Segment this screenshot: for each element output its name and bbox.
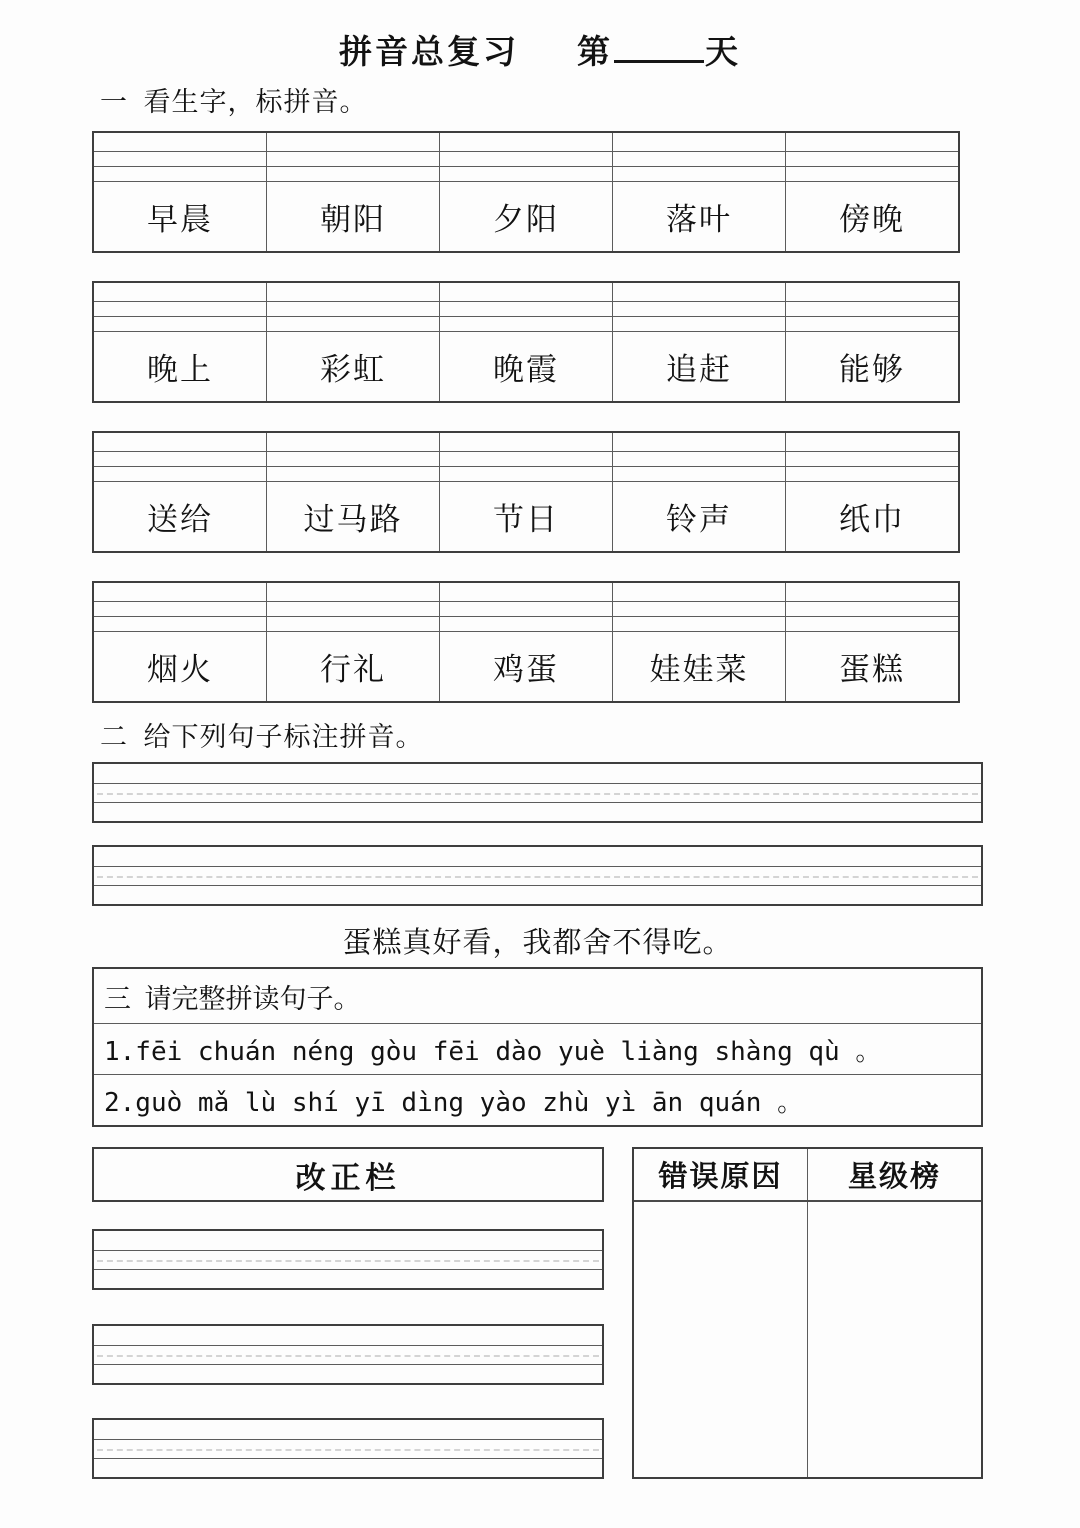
ruled-line-space	[94, 1345, 602, 1364]
pinyin-write-cell[interactable]	[94, 602, 266, 616]
pinyin-answer-row	[94, 283, 958, 301]
pinyin-write-cell[interactable]	[94, 302, 266, 316]
section-three-heading: 三 请完整拼读句子。	[104, 983, 361, 1014]
pinyin-write-cell[interactable]	[612, 317, 785, 331]
pinyin-write-cell[interactable]	[439, 152, 612, 166]
ruled-line-space	[94, 802, 981, 821]
pinyin-write-cell[interactable]	[94, 167, 266, 181]
pinyin-write-cell[interactable]	[266, 133, 439, 151]
pinyin-write-cell[interactable]	[612, 602, 785, 616]
word-cell: 节日	[439, 482, 612, 551]
pinyin-write-cell[interactable]	[612, 302, 785, 316]
pinyin-write-cell[interactable]	[785, 452, 958, 466]
footer-area	[92, 1147, 1080, 1479]
pinyin-answer-row	[94, 316, 958, 331]
ruled-line-space	[94, 885, 981, 904]
pinyin-write-cell[interactable]	[266, 167, 439, 181]
pinyin-write-cell[interactable]	[266, 317, 439, 331]
word-cell: 夕阳	[439, 182, 612, 251]
pinyin-write-cell[interactable]	[785, 167, 958, 181]
day-blank-underline[interactable]	[614, 33, 704, 63]
ruled-line-space	[94, 1439, 602, 1458]
sentence-to-annotate: 蛋糕真好看，我都舍不得吃。	[342, 927, 733, 959]
pinyin-write-cell[interactable]	[439, 583, 612, 601]
pinyin-write-cell[interactable]	[266, 467, 439, 481]
pinyin-write-cell[interactable]	[612, 467, 785, 481]
word-cell: 蛋糕	[785, 632, 958, 701]
pinyin-write-cell[interactable]	[439, 602, 612, 616]
star-rating-cell[interactable]	[807, 1202, 981, 1477]
pinyin-write-cell[interactable]	[785, 302, 958, 316]
pinyin-write-cell[interactable]	[266, 602, 439, 616]
pinyin-write-cell[interactable]	[94, 583, 266, 601]
word-cell: 烟火	[147, 652, 213, 687]
ruled-line-space	[94, 1364, 602, 1383]
pinyin-write-cell[interactable]	[785, 602, 958, 616]
day-prefix: 第	[577, 35, 613, 71]
section-two-heading: 二 给下列句子标注拼音。	[100, 722, 424, 752]
word-cell: 送给	[147, 502, 213, 537]
word-table-1	[92, 131, 960, 253]
title-text: 拼音总复习	[339, 35, 519, 71]
pinyin-answer-row	[94, 451, 958, 466]
pinyin-write-cell[interactable]	[439, 302, 612, 316]
word-table-4	[92, 581, 960, 703]
pinyin-answer-row	[94, 166, 958, 181]
pinyin-answer-row	[94, 151, 958, 166]
word-cell: 晚上	[147, 352, 213, 387]
pinyin-write-cell[interactable]	[266, 283, 439, 301]
correction-column	[92, 1147, 604, 1479]
word-cell: 彩虹	[266, 332, 439, 401]
pinyin-answer-row	[94, 583, 958, 601]
ruled-line-space	[94, 1231, 602, 1250]
ruled-line-space	[94, 764, 981, 783]
pinyin-write-cell[interactable]	[612, 152, 785, 166]
ruled-line-space	[94, 783, 981, 802]
pinyin-answer-row	[94, 301, 958, 316]
pinyin-write-cell[interactable]	[94, 317, 266, 331]
word-cell: 傍晚	[785, 182, 958, 251]
day-suffix: 天	[705, 35, 741, 71]
word-row	[94, 481, 958, 551]
pinyin-write-cell[interactable]	[785, 283, 958, 301]
pinyin-answer-row	[94, 466, 958, 481]
pinyin-write-cell[interactable]	[266, 617, 439, 631]
ruled-line-space	[94, 1250, 602, 1269]
pinyin-write-cell[interactable]	[785, 133, 958, 151]
star-board-header: 星级榜	[807, 1149, 981, 1200]
pinyin-write-cell[interactable]	[266, 302, 439, 316]
pinyin-write-cell[interactable]	[94, 617, 266, 631]
pinyin-write-cell[interactable]	[612, 167, 785, 181]
correction-ruled-block-1[interactable]	[92, 1229, 604, 1290]
pinyin-answer-row	[94, 433, 958, 451]
section-one-heading: 一 看生字，标拼音。	[100, 87, 368, 117]
pinyin-write-cell[interactable]	[612, 283, 785, 301]
error-reason-header: 错误原因	[658, 1161, 783, 1193]
pinyin-write-cell[interactable]	[94, 433, 266, 451]
word-cell: 铃声	[612, 482, 785, 551]
pinyin-write-cell[interactable]	[785, 467, 958, 481]
pinyin-write-cell[interactable]	[439, 452, 612, 466]
pinyin-write-cell[interactable]	[439, 133, 612, 151]
word-cell: 鸡蛋	[439, 632, 612, 701]
ruled-line-space	[94, 847, 981, 866]
pinyin-write-cell[interactable]	[439, 283, 612, 301]
correction-ruled-block-3[interactable]	[92, 1418, 604, 1479]
word-cell: 落叶	[612, 182, 785, 251]
word-cell: 纸巾	[785, 482, 958, 551]
word-row	[94, 331, 958, 401]
pinyin-write-cell[interactable]	[612, 452, 785, 466]
pinyin-write-cell[interactable]	[439, 617, 612, 631]
word-table-3	[92, 431, 960, 553]
correction-header: 改正栏	[92, 1147, 604, 1202]
pinyin-answer-row	[94, 616, 958, 631]
pinyin-sentence-2: 2.guò mǎ lù shí yī dìng yào zhù yì ān quán 。	[94, 1074, 981, 1125]
ruled-line-space	[94, 866, 981, 885]
pinyin-write-cell[interactable]	[266, 583, 439, 601]
pinyin-write-cell[interactable]	[266, 433, 439, 451]
pinyin-write-cell[interactable]	[785, 617, 958, 631]
page-title	[0, 0, 1080, 71]
word-row	[94, 181, 958, 251]
pinyin-write-cell[interactable]	[94, 452, 266, 466]
pinyin-write-cell[interactable]	[439, 317, 612, 331]
word-cell: 过马路	[266, 482, 439, 551]
error-star-header-row	[634, 1149, 981, 1202]
pinyin-write-cell[interactable]	[94, 152, 266, 166]
ruled-line-space	[94, 1269, 602, 1288]
pinyin-answer-row	[94, 601, 958, 616]
pinyin-write-cell[interactable]	[439, 467, 612, 481]
pinyin-write-cell[interactable]	[94, 133, 266, 151]
pinyin-write-cell[interactable]	[94, 467, 266, 481]
pinyin-write-cell[interactable]	[785, 583, 958, 601]
pinyin-answer-row	[94, 133, 958, 151]
pinyin-write-cell[interactable]	[266, 452, 439, 466]
pinyin-write-cell[interactable]	[785, 433, 958, 451]
word-cell: 朝阳	[266, 182, 439, 251]
word-cell: 追赶	[612, 332, 785, 401]
error-star-table	[632, 1147, 983, 1479]
pinyin-sentence-1: 1.fēi chuán néng gòu fēi dào yuè liàng shàng qù 。	[94, 1023, 981, 1074]
ruled-line-space	[94, 1458, 602, 1477]
ruled-line-space	[94, 1420, 602, 1439]
pinyin-write-cell[interactable]	[785, 317, 958, 331]
pinyin-write-cell[interactable]	[612, 583, 785, 601]
pinyin-write-cell[interactable]	[439, 167, 612, 181]
ruled-line-space	[94, 1326, 602, 1345]
error-reason-cell[interactable]	[634, 1202, 807, 1477]
correction-ruled-block-2[interactable]	[92, 1324, 604, 1385]
pinyin-write-cell[interactable]	[785, 152, 958, 166]
error-star-body-row	[634, 1202, 981, 1477]
word-table-2	[92, 281, 960, 403]
pinyin-ruled-block-b[interactable]	[92, 845, 983, 906]
pinyin-write-cell[interactable]	[612, 433, 785, 451]
word-cell: 早晨	[147, 202, 213, 237]
pinyin-write-cell[interactable]	[612, 133, 785, 151]
pinyin-write-cell[interactable]	[94, 283, 266, 301]
pinyin-write-cell[interactable]	[439, 433, 612, 451]
word-row	[94, 631, 958, 701]
pinyin-write-cell[interactable]	[266, 152, 439, 166]
pinyin-ruled-block-a[interactable]	[92, 762, 983, 823]
word-cell: 行礼	[266, 632, 439, 701]
pinyin-write-cell[interactable]	[612, 617, 785, 631]
word-cell: 娃娃菜	[612, 632, 785, 701]
section-three-box	[92, 967, 983, 1127]
word-cell: 能够	[785, 332, 958, 401]
word-cell: 晚霞	[439, 332, 612, 401]
